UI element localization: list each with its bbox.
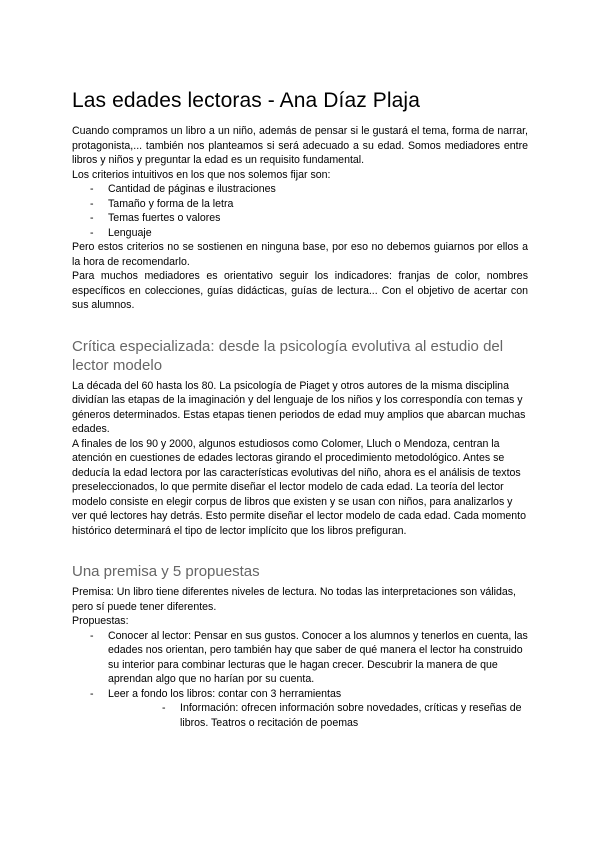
intro-paragraph-1: Cuando compramos un libro a un niño, además de pensar si le gustará el tema, forma de narrar, protagonista,... también nos planteamos si será adecuado a su edad. Somos mediadores entre libros y niños y preguntar la edad es un requisito fundamental. — [72, 125, 528, 166]
list-item — [72, 629, 528, 687]
proposals-list — [72, 629, 528, 731]
section1-paragraph-2: A finales de los 90 y 2000, algunos estudiosos como Colomer, Lluch o Mendoza, centran la atención en cuestiones de edades lectoras girando el procedimiento metodológico. Antes se deducía la edad lectora por las características evolutivas del niño, ahora es el análisis de textos preseleccionados, lo que permite diseñar el lector modelo de cada edad. La teoría del lector modelo consiste en elegir corpus de libros que existen y se usan con niños, para analizarlos y ver qué lectores hay detrás. Esto permite diseñar el lector modelo de cada edad. Cada momento histórico determinará el tipo de lector implícito que los libros prefiguran. — [72, 437, 527, 537]
intro-paragraph-3: Pero estos criterios no se sostienen en ninguna base, por eso no debemos guiarnos por ellos a la hora de recomendarlo. — [72, 241, 528, 268]
tools-list — [144, 701, 528, 730]
section-heading-critica: Crítica especializada: desde la psicología evolutiva al estudio del lector modelo — [72, 337, 504, 374]
list-item: - Lenguaje — [72, 226, 528, 241]
proposals-label: Propuestas: — [72, 615, 129, 627]
list-item: - Cantidad de páginas e ilustraciones — [72, 182, 528, 197]
proposal-text: Leer a fondo los libros: contar con 3 herramientas — [108, 687, 342, 700]
intro-paragraph-2: Los criterios intuitivos en los que nos solemos fijar son: — [72, 168, 331, 181]
document-title: Las edades lectoras - Ana Díaz Plaja — [72, 89, 420, 112]
section1-paragraph-1: La década del 60 hasta los 80. La psicología de Piaget y otros autores de la misma disciplina dividían las etapas de la imaginación y del lenguaje de los niños y los correspondía con temas y géneros determinados. Estas etapas tienen periodos de edad muy amplios que abarcan muchas edades. — [72, 379, 526, 435]
spacer — [72, 538, 528, 562]
intro-paragraph-4: Para muchos mediadores es orientativo seguir los indicadores: franjas de color, nombres específicos en colecciones, guías didácticas, guías de lectura... Con el objetivo de acertar con sus alumnos. — [72, 270, 528, 311]
list-item: - Tamaño y forma de la letra — [72, 197, 528, 212]
list-item: - Información: ofrecen información sobre novedades, críticas y reseñas de libros. Teatros o recitación de poemas — [144, 701, 528, 730]
proposal-text: Conocer al lector: Pensar en sus gustos. Conocer a los alumnos y tenerlos en cuenta, las edades nos orientan, pero también hay que saber de qué manera el lector ha construido su interior para combinar lecturas que le hagan crecer. Descubrir la manera de que aprendan algo que no harían por su cuenta. — [108, 629, 528, 685]
section-heading-premisa: Una premisa y 5 propuestas — [72, 563, 260, 580]
spacer — [72, 313, 528, 337]
document-page — [72, 88, 528, 730]
list-item: - Temas fuertes o valores — [72, 211, 528, 226]
list-item — [72, 687, 528, 731]
criteria-list — [72, 182, 528, 240]
premise-paragraph: Premisa: Un libro tiene diferentes niveles de lectura. No todas las interpretaciones son válidas, pero sí puede tener diferentes. — [72, 586, 516, 613]
